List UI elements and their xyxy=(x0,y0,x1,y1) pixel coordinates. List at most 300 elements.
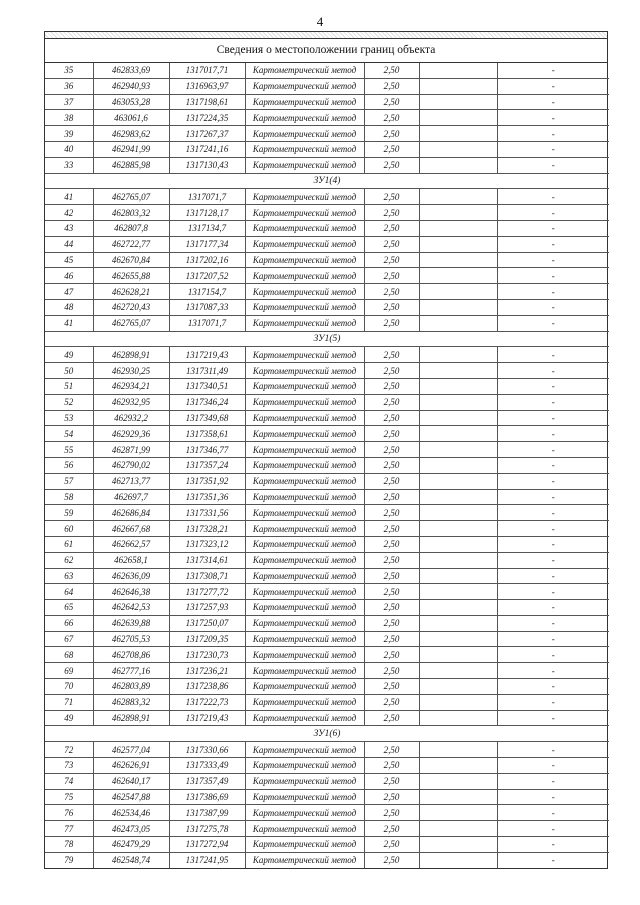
accuracy-cell: 2,50 xyxy=(364,394,419,410)
x-coordinate-cell: 462722,77 xyxy=(93,236,169,252)
table-row xyxy=(45,205,609,221)
point-number-cell: 41 xyxy=(45,189,93,205)
x-coordinate-cell: 462640,17 xyxy=(93,773,169,789)
note-cell xyxy=(419,63,497,78)
point-number-cell: 57 xyxy=(45,473,93,489)
y-coordinate-cell: 1317198,61 xyxy=(169,94,245,110)
point-number-cell: 52 xyxy=(45,394,93,410)
point-number-cell: 43 xyxy=(45,220,93,236)
description-cell: - xyxy=(497,473,609,489)
note-cell xyxy=(419,521,497,537)
description-cell: - xyxy=(497,189,609,205)
x-coordinate-cell: 462930,25 xyxy=(93,363,169,379)
table-row xyxy=(45,679,609,695)
method-cell: Картометрический метод xyxy=(245,536,364,552)
section-row xyxy=(45,726,609,742)
point-number-cell: 49 xyxy=(45,710,93,726)
method-cell: Картометрический метод xyxy=(245,568,364,584)
note-cell xyxy=(419,600,497,616)
note-cell xyxy=(419,742,497,758)
method-cell: Картометрический метод xyxy=(245,679,364,695)
description-cell: - xyxy=(497,694,609,710)
y-coordinate-cell: 1317333,49 xyxy=(169,758,245,774)
method-cell: Картометрический метод xyxy=(245,773,364,789)
method-cell: Картометрический метод xyxy=(245,205,364,221)
table-row xyxy=(45,220,609,236)
description-cell: - xyxy=(551,855,555,866)
x-coordinate-cell: 462639,88 xyxy=(93,615,169,631)
x-coordinate-cell: 462883,32 xyxy=(93,694,169,710)
table-row xyxy=(45,821,609,837)
x-coordinate-cell: 462662,57 xyxy=(93,536,169,552)
note-cell xyxy=(419,189,497,205)
method-cell: Картометрический метод xyxy=(245,694,364,710)
y-coordinate-cell: 1317387,99 xyxy=(169,805,245,821)
accuracy-cell: 2,50 xyxy=(364,631,419,647)
x-coordinate-cell: 462790,02 xyxy=(93,457,169,473)
point-number-cell: 45 xyxy=(45,252,93,268)
table-row xyxy=(45,378,609,394)
description-cell: - xyxy=(497,536,609,552)
accuracy-cell: 2,50 xyxy=(364,236,419,252)
note-cell xyxy=(419,505,497,521)
y-coordinate-cell: 1317207,52 xyxy=(169,268,245,284)
description-cell: - xyxy=(497,521,609,537)
point-number-cell: 37 xyxy=(45,94,93,110)
method-cell: Картометрический метод xyxy=(245,78,364,94)
method-cell: Картометрический метод xyxy=(245,600,364,616)
description-cell: - xyxy=(497,252,609,268)
method-cell: Картометрический метод xyxy=(245,299,364,315)
note-cell xyxy=(419,347,497,363)
note-cell xyxy=(419,805,497,821)
table-row xyxy=(45,505,609,521)
table-row xyxy=(45,600,609,616)
description-cell: - xyxy=(497,710,609,726)
y-coordinate-cell: 1317154,7 xyxy=(169,284,245,300)
method-cell: Картометрический метод xyxy=(245,268,364,284)
table-row xyxy=(45,299,609,315)
method-cell: Картометрический метод xyxy=(245,236,364,252)
description-cell: - xyxy=(497,821,609,837)
description-cell: - xyxy=(497,489,609,505)
accuracy-cell: 2,50 xyxy=(364,521,419,537)
point-number-cell: 67 xyxy=(45,631,93,647)
accuracy-cell: 2,50 xyxy=(364,205,419,221)
note-cell xyxy=(419,789,497,805)
y-coordinate-cell: 1317130,43 xyxy=(169,157,245,173)
description-cell: - xyxy=(497,110,609,126)
accuracy-cell: 2,50 xyxy=(364,315,419,331)
x-coordinate-cell: 462708,86 xyxy=(93,647,169,663)
note-cell xyxy=(419,157,497,173)
accuracy-cell: 2,50 xyxy=(364,679,419,695)
x-coordinate-cell: 462548,74 xyxy=(93,852,169,867)
accuracy-cell: 2,50 xyxy=(364,442,419,458)
x-coordinate-cell: 463061,6 xyxy=(93,110,169,126)
point-number-cell: 33 xyxy=(45,157,93,173)
y-coordinate-cell: 1317328,21 xyxy=(169,521,245,537)
point-number-cell: 46 xyxy=(45,268,93,284)
description-cell: - xyxy=(497,742,609,758)
accuracy-cell: 2,50 xyxy=(364,63,419,78)
note-cell xyxy=(419,489,497,505)
note-cell xyxy=(419,615,497,631)
method-cell: Картометрический метод xyxy=(245,94,364,110)
description-cell: - xyxy=(497,647,609,663)
table-row xyxy=(45,347,609,363)
x-coordinate-cell: 462871,99 xyxy=(93,442,169,458)
method-cell: Картометрический метод xyxy=(245,189,364,205)
y-coordinate-cell: 1317209,35 xyxy=(169,631,245,647)
y-coordinate-cell: 1317224,35 xyxy=(169,110,245,126)
accuracy-cell: 2,50 xyxy=(364,410,419,426)
description-cell: - xyxy=(497,157,609,173)
y-coordinate-cell: 1317275,78 xyxy=(169,821,245,837)
y-coordinate-cell: 1317241,16 xyxy=(169,141,245,157)
point-number-cell: 36 xyxy=(45,78,93,94)
method-cell: Картометрический метод xyxy=(245,852,364,867)
note-cell xyxy=(419,852,497,867)
y-coordinate-cell: 1317357,24 xyxy=(169,457,245,473)
point-number-cell: 54 xyxy=(45,426,93,442)
accuracy-cell: 2,50 xyxy=(364,789,419,805)
description-cell: - xyxy=(497,205,609,221)
table-row xyxy=(45,236,609,252)
y-coordinate-cell: 1317128,17 xyxy=(169,205,245,221)
note-cell xyxy=(419,568,497,584)
method-cell: Картометрический метод xyxy=(245,126,364,142)
x-coordinate-cell: 462765,07 xyxy=(93,315,169,331)
x-coordinate-cell: 462646,38 xyxy=(93,584,169,600)
table-row xyxy=(45,694,609,710)
description-cell: - xyxy=(497,268,609,284)
point-number-cell: 71 xyxy=(45,694,93,710)
description-cell: - xyxy=(497,663,609,679)
description-cell: - xyxy=(497,758,609,774)
point-number-cell: 66 xyxy=(45,615,93,631)
table-row xyxy=(45,710,609,726)
table-row xyxy=(45,473,609,489)
description-cell: - xyxy=(497,378,609,394)
method-cell: Картометрический метод xyxy=(245,758,364,774)
table-row xyxy=(45,837,609,853)
y-coordinate-cell: 1317308,71 xyxy=(169,568,245,584)
accuracy-cell: 2,50 xyxy=(364,252,419,268)
table-row xyxy=(45,647,609,663)
method-cell: Картометрический метод xyxy=(245,505,364,521)
description-cell: - xyxy=(497,363,609,379)
accuracy-cell: 2,50 xyxy=(364,742,419,758)
description-cell: - xyxy=(497,442,609,458)
y-coordinate-cell: 1317177,34 xyxy=(169,236,245,252)
note-cell xyxy=(419,473,497,489)
note-cell xyxy=(419,236,497,252)
boundary-table-sheet xyxy=(44,31,608,869)
method-cell: Картометрический метод xyxy=(245,584,364,600)
table-header-band xyxy=(45,32,607,39)
y-coordinate-cell: 1317340,51 xyxy=(169,378,245,394)
accuracy-cell: 2,50 xyxy=(364,568,419,584)
note-cell xyxy=(419,268,497,284)
x-coordinate-cell: 462777,16 xyxy=(93,663,169,679)
y-coordinate-cell: 1317250,07 xyxy=(169,615,245,631)
method-cell: Картометрический метод xyxy=(245,284,364,300)
note-cell xyxy=(419,536,497,552)
accuracy-cell: 2,50 xyxy=(364,805,419,821)
point-number-cell: 70 xyxy=(45,679,93,695)
y-coordinate-cell: 1317323,12 xyxy=(169,536,245,552)
point-number-cell: 49 xyxy=(45,347,93,363)
method-cell: Картометрический метод xyxy=(245,442,364,458)
method-cell: Картометрический метод xyxy=(245,663,364,679)
method-cell: Картометрический метод xyxy=(245,410,364,426)
point-number-cell: 75 xyxy=(45,789,93,805)
table-title: Сведения о местоположении границ объекта xyxy=(45,39,607,63)
table-row xyxy=(45,663,609,679)
y-coordinate-cell: 1316963,97 xyxy=(169,78,245,94)
method-cell: Картометрический метод xyxy=(245,521,364,537)
y-coordinate-cell: 1317386,69 xyxy=(169,789,245,805)
description-cell: - xyxy=(497,220,609,236)
y-coordinate-cell: 1317346,77 xyxy=(169,442,245,458)
accuracy-cell: 2,50 xyxy=(364,378,419,394)
accuracy-cell: 2,50 xyxy=(364,78,419,94)
x-coordinate-cell: 462479,29 xyxy=(93,837,169,853)
description-cell: - xyxy=(497,631,609,647)
note-cell xyxy=(419,284,497,300)
table-row xyxy=(45,141,609,157)
x-coordinate-cell: 462534,46 xyxy=(93,805,169,821)
method-cell: Картометрический метод xyxy=(245,394,364,410)
note-cell xyxy=(419,584,497,600)
note-cell xyxy=(419,410,497,426)
section-row xyxy=(45,173,609,189)
x-coordinate-cell: 462658,1 xyxy=(93,552,169,568)
x-coordinate-cell: 462720,43 xyxy=(93,299,169,315)
point-number-cell: 38 xyxy=(45,110,93,126)
note-cell xyxy=(419,363,497,379)
method-cell: Картометрический метод xyxy=(245,552,364,568)
description-cell: - xyxy=(497,568,609,584)
accuracy-cell: 2,50 xyxy=(364,600,419,616)
y-coordinate-cell: 1317349,68 xyxy=(169,410,245,426)
point-number-cell: 63 xyxy=(45,568,93,584)
point-number-cell: 74 xyxy=(45,773,93,789)
y-coordinate-cell: 1317346,24 xyxy=(169,394,245,410)
x-coordinate-cell: 462642,53 xyxy=(93,600,169,616)
description-cell: - xyxy=(497,126,609,142)
y-coordinate-cell: 1317272,94 xyxy=(169,837,245,853)
method-cell: Картометрический метод xyxy=(245,110,364,126)
accuracy-cell: 2,50 xyxy=(364,126,419,142)
accuracy-cell: 2,50 xyxy=(364,94,419,110)
method-cell: Картометрический метод xyxy=(245,347,364,363)
x-coordinate-cell: 462934,21 xyxy=(93,378,169,394)
note-cell xyxy=(419,758,497,774)
x-coordinate-cell: 462636,09 xyxy=(93,568,169,584)
x-coordinate-cell: 462941,99 xyxy=(93,141,169,157)
y-coordinate-cell: 1317071,7 xyxy=(169,189,245,205)
method-cell: Картометрический метод xyxy=(245,615,364,631)
point-number-cell: 61 xyxy=(45,536,93,552)
point-number-cell: 48 xyxy=(45,299,93,315)
table-row xyxy=(45,394,609,410)
x-coordinate-cell: 462686,84 xyxy=(93,505,169,521)
accuracy-cell: 2,50 xyxy=(364,220,419,236)
y-coordinate-cell: 1317222,73 xyxy=(169,694,245,710)
table-row xyxy=(45,789,609,805)
x-coordinate-cell: 462929,36 xyxy=(93,426,169,442)
table-row xyxy=(45,126,609,142)
x-coordinate-cell: 462577,04 xyxy=(93,742,169,758)
x-coordinate-cell: 462705,53 xyxy=(93,631,169,647)
point-number-cell: 42 xyxy=(45,205,93,221)
accuracy-cell: 2,50 xyxy=(364,268,419,284)
x-coordinate-cell: 462803,32 xyxy=(93,205,169,221)
accuracy-cell: 2,50 xyxy=(364,110,419,126)
x-coordinate-cell: 462898,91 xyxy=(93,347,169,363)
y-coordinate-cell: 1317357,49 xyxy=(169,773,245,789)
note-cell xyxy=(419,710,497,726)
accuracy-cell: 2,50 xyxy=(364,426,419,442)
point-number-cell: 59 xyxy=(45,505,93,521)
y-coordinate-cell: 1317277,72 xyxy=(169,584,245,600)
table-row xyxy=(45,252,609,268)
x-coordinate-cell: 462626,91 xyxy=(93,758,169,774)
point-number-cell: 73 xyxy=(45,758,93,774)
table-row xyxy=(45,521,609,537)
y-coordinate-cell: 1317017,71 xyxy=(169,63,245,78)
x-coordinate-cell: 462898,91 xyxy=(93,710,169,726)
table-row xyxy=(45,315,609,331)
description-cell: - xyxy=(497,236,609,252)
method-cell: Картометрический метод xyxy=(245,710,364,726)
description-cell: - xyxy=(497,457,609,473)
method-cell: Картометрический метод xyxy=(245,315,364,331)
description-cell: - xyxy=(497,284,609,300)
description-cell: - xyxy=(497,584,609,600)
y-coordinate-cell: 1317134,7 xyxy=(169,220,245,236)
note-cell xyxy=(419,315,497,331)
y-coordinate-cell: 1317219,43 xyxy=(169,710,245,726)
description-cell: - xyxy=(497,63,609,78)
x-coordinate-cell: 462667,68 xyxy=(93,521,169,537)
y-coordinate-cell: 1317331,56 xyxy=(169,505,245,521)
point-number-cell: 51 xyxy=(45,378,93,394)
note-cell xyxy=(419,299,497,315)
point-number-cell: 79 xyxy=(45,852,93,867)
table-row xyxy=(45,363,609,379)
x-coordinate-cell: 462628,21 xyxy=(93,284,169,300)
point-number-cell: 35 xyxy=(45,63,93,78)
note-cell xyxy=(419,552,497,568)
method-cell: Картометрический метод xyxy=(245,426,364,442)
point-number-cell: 41 xyxy=(45,315,93,331)
note-cell xyxy=(419,126,497,142)
accuracy-cell: 2,50 xyxy=(364,141,419,157)
note-cell xyxy=(419,78,497,94)
description-cell: - xyxy=(497,78,609,94)
y-coordinate-cell: 1317202,16 xyxy=(169,252,245,268)
accuracy-cell: 2,50 xyxy=(364,347,419,363)
table-row xyxy=(45,536,609,552)
x-coordinate-cell: 462940,93 xyxy=(93,78,169,94)
method-cell: Картометрический метод xyxy=(245,141,364,157)
point-number-cell: 68 xyxy=(45,647,93,663)
method-cell: Картометрический метод xyxy=(245,789,364,805)
x-coordinate-cell: 462697,7 xyxy=(93,489,169,505)
y-coordinate-cell: 1317351,92 xyxy=(169,473,245,489)
description-cell: - xyxy=(497,141,609,157)
x-coordinate-cell: 462547,88 xyxy=(93,789,169,805)
description-cell: - xyxy=(497,505,609,521)
note-cell xyxy=(419,252,497,268)
table-row xyxy=(45,63,609,78)
x-coordinate-cell: 462670,84 xyxy=(93,252,169,268)
point-number-cell: 53 xyxy=(45,410,93,426)
table-row xyxy=(45,552,609,568)
method-cell: Картометрический метод xyxy=(245,252,364,268)
y-coordinate-cell: 1317358,61 xyxy=(169,426,245,442)
accuracy-cell: 2,50 xyxy=(364,647,419,663)
accuracy-cell: 2,50 xyxy=(364,157,419,173)
method-cell: Картометрический метод xyxy=(245,821,364,837)
point-number-cell: 56 xyxy=(45,457,93,473)
accuracy-cell: 2,50 xyxy=(364,299,419,315)
accuracy-cell: 2,50 xyxy=(364,773,419,789)
x-coordinate-cell: 462655,88 xyxy=(93,268,169,284)
description-cell: - xyxy=(497,615,609,631)
method-cell: Картометрический метод xyxy=(245,457,364,473)
y-coordinate-cell: 1317219,43 xyxy=(169,347,245,363)
note-cell xyxy=(419,631,497,647)
point-number-cell: 76 xyxy=(45,805,93,821)
note-cell xyxy=(419,220,497,236)
table-row xyxy=(45,805,609,821)
description-cell: - xyxy=(497,789,609,805)
method-cell: Картометрический метод xyxy=(245,805,364,821)
point-number-cell: 69 xyxy=(45,663,93,679)
accuracy-cell: 2,50 xyxy=(364,363,419,379)
table-row xyxy=(45,78,609,94)
accuracy-cell: 2,50 xyxy=(364,821,419,837)
y-coordinate-cell: 1317236,21 xyxy=(169,663,245,679)
note-cell xyxy=(419,426,497,442)
y-coordinate-cell: 1317230,73 xyxy=(169,647,245,663)
accuracy-cell: 2,50 xyxy=(364,615,419,631)
point-number-cell: 55 xyxy=(45,442,93,458)
point-number-cell: 50 xyxy=(45,363,93,379)
table-row xyxy=(45,442,609,458)
table-row xyxy=(45,489,609,505)
method-cell: Картометрический метод xyxy=(245,489,364,505)
description-cell: - xyxy=(497,805,609,821)
x-coordinate-cell: 462807,8 xyxy=(93,220,169,236)
method-cell: Картометрический метод xyxy=(245,363,364,379)
note-cell xyxy=(419,647,497,663)
x-coordinate-cell: 462713,77 xyxy=(93,473,169,489)
description-cell: - xyxy=(497,837,609,853)
method-cell: Картометрический метод xyxy=(245,473,364,489)
description-cell: - xyxy=(497,394,609,410)
point-number-cell: 65 xyxy=(45,600,93,616)
note-cell xyxy=(419,394,497,410)
accuracy-cell: 2,50 xyxy=(364,584,419,600)
table-row xyxy=(45,457,609,473)
method-cell: Картометрический метод xyxy=(245,631,364,647)
table-row xyxy=(45,157,609,173)
